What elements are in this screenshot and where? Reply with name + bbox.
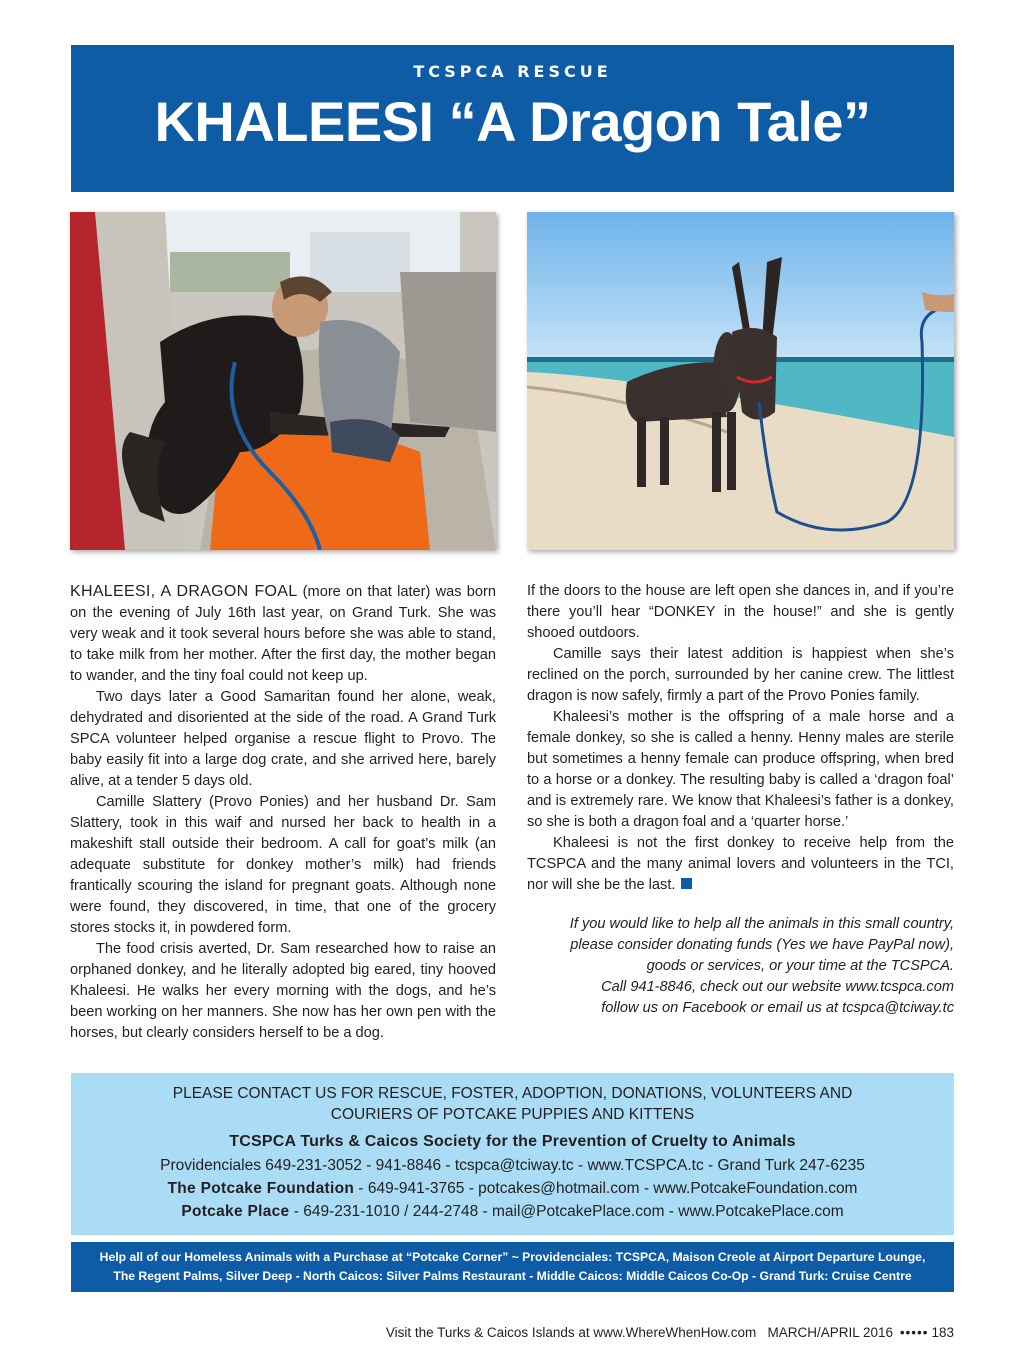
place-name: Potcake Place (181, 1203, 290, 1220)
potcake-corner-bar (71, 1242, 954, 1292)
contact-heading-line2: COURIERS OF POTCAKE PUPPIES AND KITTENS (330, 1106, 695, 1123)
article-lead: KHALEESI, A DRAGON FOAL (70, 583, 298, 600)
photo-foal-in-truck (70, 212, 496, 550)
footer-visit-text: Visit the Turks & Caicos Islands at www.WhereWhenHow.com (385, 1325, 757, 1340)
article-column-left (70, 581, 496, 1044)
tcspca-contact-details: Providenciales 649-231-3052 - 941-8846 - tcspca@tciway.tc - www.TCSPCA.tc - Grand Turk 247-6235 (160, 1157, 865, 1174)
article-paragraph: Khaleesi’s mother is the offspring of a male horse and a female donkey, so she is called a henny. Henny males are sterile but sometimes a henny female can produce offspring, when bred to a horse or a donkey. The resulting baby is called a ‘dragon foal’ and is extremely rare. We know that Khaleesi’s father is a donkey, so she is both a dragon foal and a ‘quarter horse.’ (527, 709, 954, 830)
contact-box (71, 1073, 954, 1235)
foundation-name: The Potcake Foundation (167, 1180, 355, 1197)
appeal-line: Call 941-8846, check out our website www.tcspca.com (601, 979, 954, 995)
contact-heading-line1: PLEASE CONTACT US FOR RESCUE, FOSTER, ADOPTION, DONATIONS, VOLUNTEERS AND (172, 1085, 853, 1102)
article-paragraph: KHALEESI, A DRAGON FOAL (more on that later) was born on the evening of July 16th last year, on Grand Turk. She was very weak and it took several hours before she was able to stand, to take milk from her mother. After the first day, the mother began to wander, and the tiny foal could not keep up. (70, 583, 496, 684)
footer-dots: ••••• (899, 1325, 929, 1340)
appeal-line: follow us on Facebook or email us at tcspca@tciway.tc (601, 1000, 954, 1016)
end-of-article-mark (681, 878, 692, 889)
page-number: 183 (931, 1325, 954, 1340)
appeal-line: If you would like to help all the animals in this small country, (569, 916, 954, 932)
page-footer (0, 1325, 954, 1340)
article-paragraph: Camille Slattery (Provo Ponies) and her husband Dr. Sam Slattery, took in this waif and nursed her back to health in a makeshift stall outside their bedroom. A call for goat’s milk (an adequate substitute for donkey mother’s milk) had friends frantically scouring the island for pregnant goats. Although none were found, they discovered, in time, that one of the grocery stores stocks it, in powdered form. (70, 794, 496, 936)
article-paragraph: Khaleesi is not the first donkey to receive help from the TCSPCA and the many animal lovers and volunteers in the TCI, nor will she be the last. (527, 835, 954, 893)
potcake-corner-line1: Help all of our Homeless Animals with a Purchase at “Potcake Corner” ~ Providenciales: TCSPCA, Maison Creole at Airport Departure Lounge, (99, 1250, 926, 1264)
potcake-corner-line2: The Regent Palms, Silver Deep - North Caicos: Silver Palms Restaurant - Middle Caicos: Middle Caicos Co-Op - Grand Turk: Cruise Centre (113, 1269, 912, 1283)
header-banner (71, 45, 954, 192)
potcake-foundation-contact: The Potcake Foundation - 649-941-3765 - potcakes@hotmail.com - www.PotcakeFoundation.com (167, 1180, 858, 1197)
section-kicker: TCSPCA RESCUE (413, 62, 612, 81)
article-paragraph: The food crisis averted, Dr. Sam researched how to raise an orphaned donkey, and he literally adopted big eared, tiny hooved Khaleesi. He walks her every morning with the dogs, and he’s been working on her manners. She now has her own pen with the horses, but clearly considers herself to be a dog. (70, 941, 496, 1041)
footer-issue: MARCH/APRIL 2016 (767, 1325, 894, 1340)
photo-foal-on-beach (527, 212, 954, 550)
appeal-line: please consider donating funds (Yes we have PayPal now), (570, 937, 954, 953)
potcake-place-contact: Potcake Place - 649-231-1010 / 244-2748 - mail@PotcakePlace.com - www.PotcakePlace.com (181, 1203, 844, 1220)
article-paragraph: Two days later a Good Samaritan found her alone, weak, dehydrated and disoriented at the side of the road. A Grand Turk SPCA volunteer helped organise a rescue flight to Provo. The baby easily fit into a large dog crate, and she arrived here, barely alive, at a tender 5 days old. (70, 689, 496, 789)
appeal-line: goods or services, or your time at the TCSPCA. (646, 958, 954, 974)
page-title: KHALEESI “A Dragon Tale” (154, 90, 871, 153)
donation-appeal (527, 914, 954, 1019)
tcspca-org-title: TCSPCA Turks & Caicos Society for the Prevention of Cruelty to Animals (229, 1133, 796, 1150)
article-paragraph: Camille says their latest addition is happiest when she’s reclined on the porch, surrounded by her canine crew. The littlest dragon is now safely, firmly a part of the Provo Ponies family. (527, 646, 954, 704)
article-paragraph: If the doors to the house are left open she dances in, and if you’re there you’ll hear “DONKEY in the house!” and she is gently shooed outdoors. (527, 583, 954, 641)
article-column-right (527, 581, 954, 1019)
